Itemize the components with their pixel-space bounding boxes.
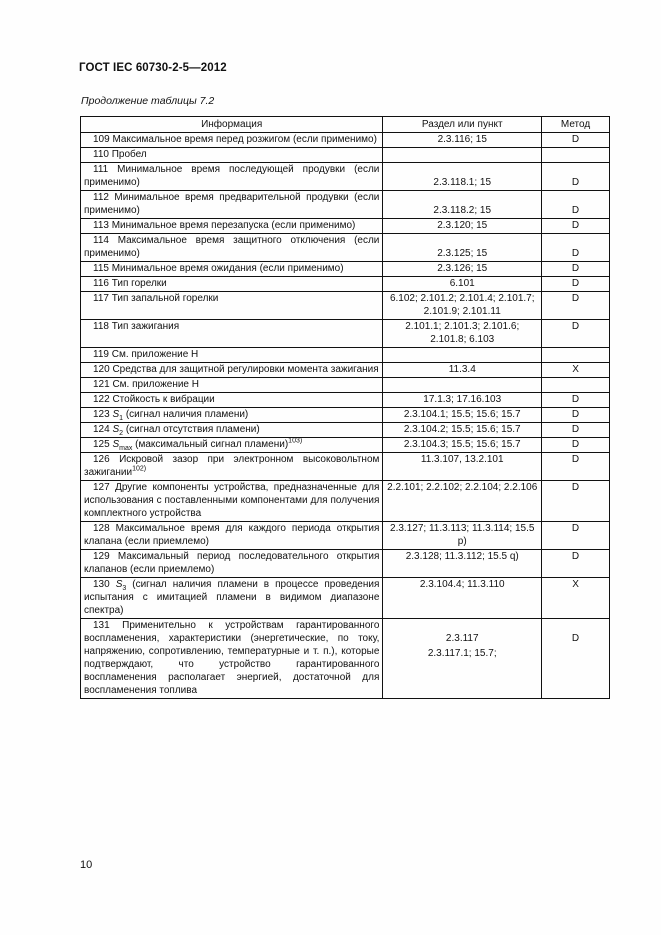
column-header-info: Информация [81, 117, 383, 133]
ref-cell: 2.3.118.1; 15 [383, 163, 542, 191]
ref-cell: 6.102; 2.101.2; 2.101.4; 2.101.7; 2.101.9; 2.101.11 [383, 292, 542, 320]
table-row [81, 481, 610, 522]
ref-cell: 2.3.117 2.3.117.1; 15.7; [383, 619, 542, 699]
data-table [80, 116, 610, 699]
footnote-ref: 103) [288, 437, 303, 445]
table-row [81, 619, 610, 699]
method-cell [542, 378, 610, 393]
page-number: 10 [80, 859, 93, 871]
ref-cell: 2.2.101; 2.2.102; 2.2.104; 2.2.106 [383, 481, 542, 522]
table-row [81, 163, 610, 191]
document-designation: ГОСТ IEC 60730-2-5—2012 [79, 62, 227, 74]
table-row [81, 408, 610, 423]
method-cell: D [542, 163, 610, 191]
info-cell: 128 Максимальное время для каждого периода открытия клапана (если приемлемо) [81, 522, 383, 550]
info-cell: 110 Пробел [81, 148, 383, 163]
method-cell: D [542, 481, 610, 522]
method-cell: D [542, 438, 610, 453]
info-cell: 125 $S_{max}$ (максимальный сигнал пламени)$^{103)}$ [81, 438, 383, 453]
ref-cell: 2.3.128; 11.3.112; 15.5 q) [383, 550, 542, 578]
table-header-row [81, 117, 610, 133]
ref-cell: 2.3.104.2; 15.5; 15.6; 15.7 [383, 423, 542, 438]
table-row [81, 363, 610, 378]
info-cell: 127 Другие компоненты устройства, предназначенные для использования с поставленными компонентами для получения комплектного устройства [81, 481, 383, 522]
info-cell: 114 Максимальное время защитного отключения (если применимо) [81, 234, 383, 262]
info-cell: 126 Искровой зазор при электронном высоковольтном зажигании$^{102)}$ [81, 453, 383, 481]
method-cell: D [542, 133, 610, 148]
ref-cell: 2.3.118.2; 15 [383, 191, 542, 219]
method-cell: X [542, 578, 610, 619]
method-cell: D [542, 262, 610, 277]
method-cell: D [542, 219, 610, 234]
table-row [81, 191, 610, 219]
table-row [81, 522, 610, 550]
ref-cell: 2.3.104.1; 15.5; 15.6; 15.7 [383, 408, 542, 423]
method-cell: D [542, 234, 610, 262]
info-cell: 130 $S_3$ (сигнал наличия пламени в процессе проведения испытания с имитацией пламени в видимом диапазоне спектра) [81, 578, 383, 619]
ref-cell: 2.3.104.4; 11.3.110 [383, 578, 542, 619]
table-row [81, 348, 610, 363]
table-row [81, 320, 610, 348]
info-cell: 123 $S_1$ (сигнал наличия пламени) [81, 408, 383, 423]
info-cell: 112 Минимальное время предварительной продувки (если применимо) [81, 191, 383, 219]
method-cell [542, 148, 610, 163]
table-row [81, 550, 610, 578]
method-cell [542, 348, 610, 363]
table-row [81, 453, 610, 481]
method-cell: D [542, 292, 610, 320]
info-cell: 115 Минимальное время ожидания (если применимо) [81, 262, 383, 277]
info-cell: 109 Максимальное время перед розжигом (если применимо) [81, 133, 383, 148]
ref-cell: 2.3.116; 15 [383, 133, 542, 148]
info-cell: 122 Стойкость к вибрации [81, 393, 383, 408]
ref-cell: 2.3.125; 15 [383, 234, 542, 262]
method-cell: D [542, 277, 610, 292]
method-cell: D [542, 320, 610, 348]
footnote-ref: 102) [132, 465, 147, 473]
table-row [81, 234, 610, 262]
ref-cell: 2.3.104.3; 15.5; 15.6; 15.7 [383, 438, 542, 453]
method-cell: D [542, 423, 610, 438]
column-header-method: Метод [542, 117, 610, 133]
table-row [81, 378, 610, 393]
ref-cell [383, 348, 542, 363]
method-cell: D [542, 550, 610, 578]
info-cell: 111 Минимальное время последующей продувки (если применимо) [81, 163, 383, 191]
table-row [81, 292, 610, 320]
table-row [81, 423, 610, 438]
ref-cell [383, 148, 542, 163]
table-row [81, 393, 610, 408]
info-cell: 119 См. приложение H [81, 348, 383, 363]
ref-cell: 2.3.126; 15 [383, 262, 542, 277]
method-cell: X [542, 363, 610, 378]
method-cell: D [542, 522, 610, 550]
table-caption: Продолжение таблицы 7.2 [81, 95, 215, 107]
table-row [81, 578, 610, 619]
ref-cell: 6.101 [383, 277, 542, 292]
ref-cell: 17.1.3; 17.16.103 [383, 393, 542, 408]
info-cell: 124 $S_2$ (сигнал отсутствия пламени) [81, 423, 383, 438]
info-cell: 131 Применительно к устройствам гарантированного воспламенения, характеристики (энергетические, по току, напряжению, сопротивлению, температурные и т. п.), которые подтверждают, что устройство гарантированного воспламенения располагает энергией, достаточной для воспламенения топлива [81, 619, 383, 699]
table-row [81, 438, 610, 453]
method-cell: D [542, 619, 610, 699]
table-row [81, 148, 610, 163]
method-cell: D [542, 393, 610, 408]
ref-cell: 2.101.1; 2.101.3; 2.101.6; 2.101.8; 6.103 [383, 320, 542, 348]
table-row [81, 277, 610, 292]
info-cell: 121 См. приложение H [81, 378, 383, 393]
info-cell: 113 Минимальное время перезапуска (если применимо) [81, 219, 383, 234]
table-row [81, 262, 610, 277]
ref-cell: 11.3.107, 13.2.101 [383, 453, 542, 481]
method-cell: D [542, 453, 610, 481]
info-cell: 129 Максимальный период последовательного открытия клапанов (если приемлемо) [81, 550, 383, 578]
ref-cell: 2.3.127; 11.3.113; 11.3.114; 15.5 p) [383, 522, 542, 550]
method-cell: D [542, 191, 610, 219]
method-cell: D [542, 408, 610, 423]
info-cell: 120 Средства для защитной регулировки момента зажигания [81, 363, 383, 378]
table-row [81, 133, 610, 148]
column-header-ref: Раздел или пункт [383, 117, 542, 133]
info-cell: 117 Тип запальной горелки [81, 292, 383, 320]
info-cell: 116 Тип горелки [81, 277, 383, 292]
ref-cell: 2.3.120; 15 [383, 219, 542, 234]
ref-cell [383, 378, 542, 393]
ref-cell: 11.3.4 [383, 363, 542, 378]
info-cell: 118 Тип зажигания [81, 320, 383, 348]
table-row [81, 219, 610, 234]
